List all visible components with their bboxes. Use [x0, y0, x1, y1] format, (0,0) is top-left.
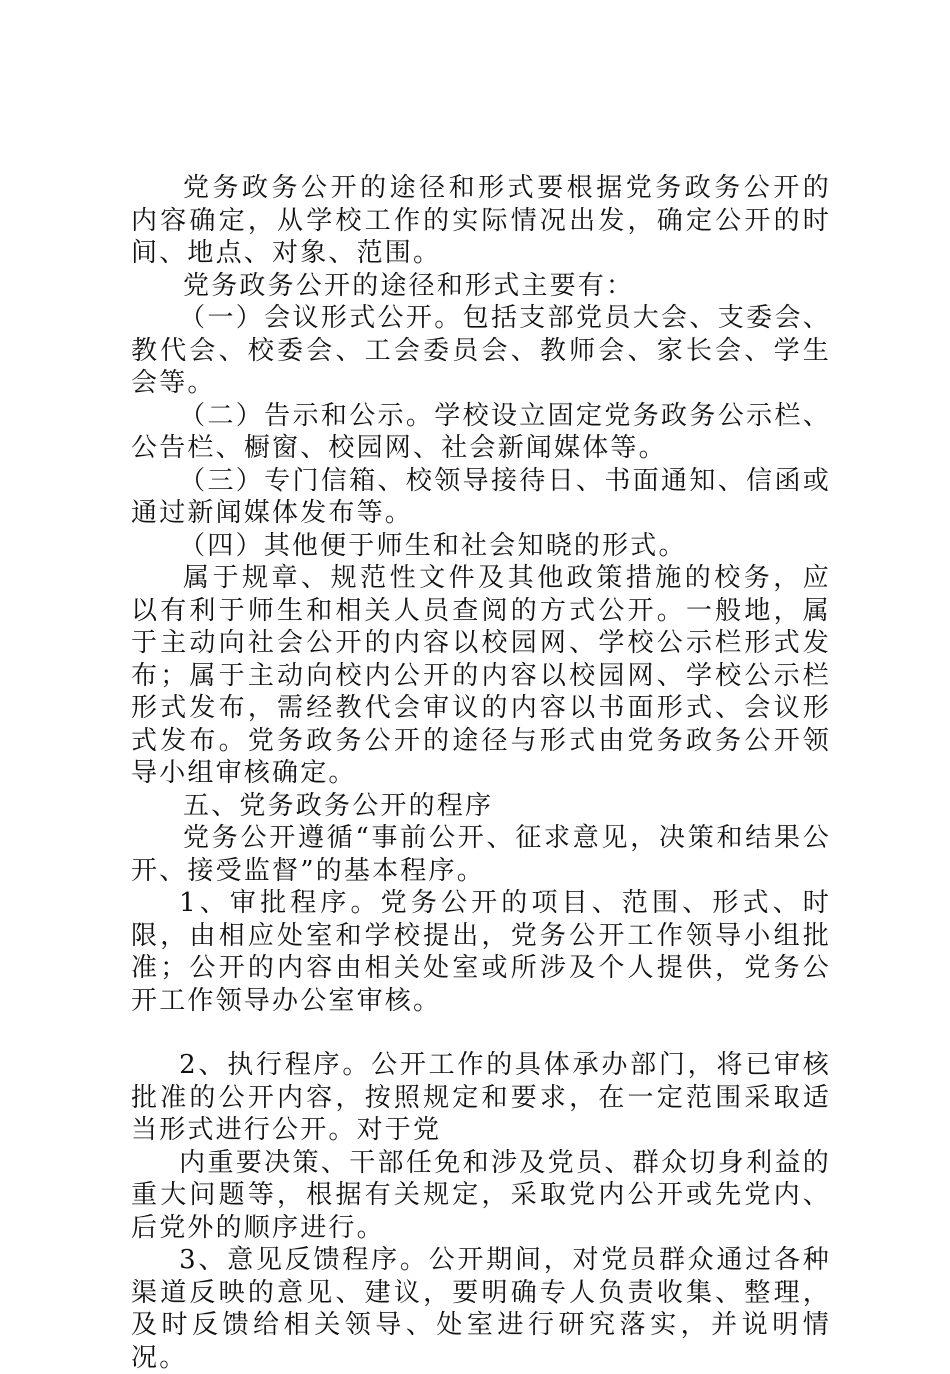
paragraph-form-1: （一）会议形式公开。包括支部党员大会、支委会、教代会、校委会、工会委员会、教师会、家长会、学生会等。: [131, 303, 831, 398]
paragraph-gap: [131, 1017, 831, 1049]
paragraph-form-4: （四）其他便于师生和社会知晓的形式。: [179, 530, 687, 561]
paragraph-forms-heading: 党务政务公开的途径和形式主要有：: [183, 270, 635, 301]
paragraph-execution-continued: 内重要决策、干部任免和涉及党员、群众切身利益的重大问题等，根据有关规定，采取党内公开或先党内、后党外的顺序进行。: [131, 1147, 831, 1243]
paragraph-form-2: （二）告示和公示。学校设立固定党务政务公示栏、公告栏、橱窗、校园网、社会新闻媒体等。: [131, 400, 831, 463]
document-body: [131, 172, 831, 1374]
paragraph-procedure-basic: 党务公开遵循“事前公开、征求意见，决策和结果公开、接受监督”的基本程序。: [131, 823, 831, 886]
paragraph-form-3: （三）专门信箱、校领导接待日、书面通知、信函或通过新闻媒体发布等。: [131, 465, 831, 528]
paragraph-feedback-procedure: 3、意见反馈程序。公开期间，对党员群众通过各种渠道反映的意见、建议，要明确专人负责收集、整理，及时反馈给相关领导、处室进行研究落实，并说明情况。: [131, 1245, 831, 1373]
paragraph-approval-procedure: 1、审批程序。党务公开的项目、范围、形式、时限，由相应处室和学校提出，党务公开工作领导小组批准；公开的内容由相关处室或所涉及个人提供，党务公开工作领导办公室审核。: [131, 888, 831, 1016]
paragraph-execution-procedure: 2、执行程序。公开工作的具体承办部门，将已审核批准的公开内容，按照规定和要求，在一定范围采取适当形式进行公开。对于党: [131, 1050, 831, 1145]
paragraph-regulations: 属于规章、规范性文件及其他政策措施的校务，应以有利于师生和相关人员查阅的方式公开。一般地，属于主动向社会公开的内容以校园网、学校公示栏形式发布；属于主动向校内公开的内容以校园网、学校公示栏形式发布，需经教代会审议的内容以书面形式、会议形式发布。党务政务公开的途径与形式由党务政务公开领导小组审核确定。: [131, 563, 831, 788]
paragraph-intro: 党务政务公开的途径和形式要根据党务政务公开的内容确定，从学校工作的实际情况出发，确定公开的时间、地点、对象、范围。: [131, 173, 831, 268]
section-heading-procedure: 五、党务政务公开的程序: [183, 790, 494, 821]
